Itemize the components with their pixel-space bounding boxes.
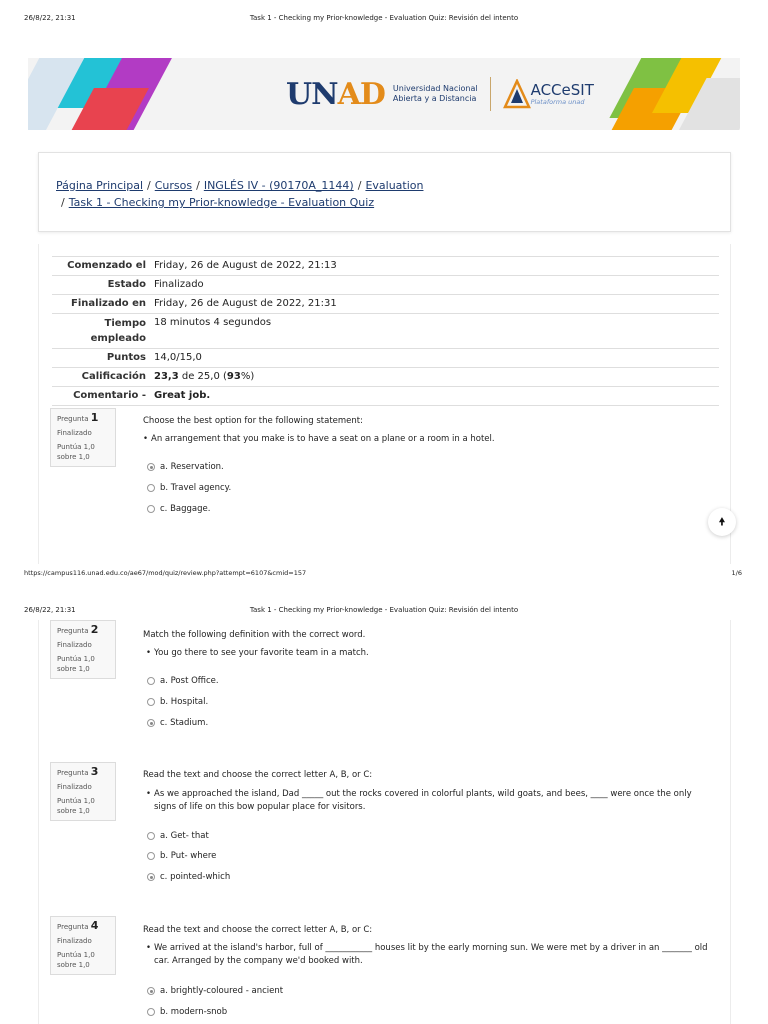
breadcrumb-card <box>38 152 731 232</box>
radio-icon[interactable] <box>147 698 155 706</box>
radio-icon[interactable] <box>147 484 155 492</box>
breadcrumb: Página Principal / Cursos / INGLÉS IV - (90170A_1144) / Evaluation <box>56 179 424 192</box>
arrow-up-icon: 🠝 <box>718 515 726 528</box>
radio-icon[interactable] <box>147 463 155 471</box>
question-3-prompt: Read the text and choose the correct letter A, B, or C: <box>143 770 373 780</box>
attempt-summary-table <box>52 256 719 406</box>
breadcrumb-line-2: / Task 1 - Checking my Prior-knowledge - Evaluation Quiz <box>61 196 375 209</box>
breadcrumb-quiz[interactable]: Task 1 - Checking my Prior-knowledge - Evaluation Quiz <box>68 196 375 209</box>
table-row: Comenzado el Friday, 26 de August de 2022, 21:13 <box>52 257 719 276</box>
radio-icon[interactable] <box>147 987 155 995</box>
question-2-statement: • You go there to see your favorite team in a match. <box>146 647 716 660</box>
breadcrumb-home[interactable]: Página Principal <box>56 179 144 192</box>
radio-icon[interactable] <box>147 677 155 685</box>
question-1-option-c[interactable]: c. Baggage. <box>147 504 210 514</box>
question-1-option-a[interactable]: a. Reservation. <box>147 462 224 472</box>
table-row: Comentario - Great job. <box>52 387 719 406</box>
question-info-4: Pregunta 4 Finalizado Puntúa 1,0 sobre 1,0 <box>50 916 116 975</box>
breadcrumb-evaluation[interactable]: Evaluation <box>365 179 424 192</box>
attempt-card <box>38 244 731 564</box>
question-4-prompt: Read the text and choose the correct letter A, B, or C: <box>143 925 373 935</box>
question-4-option-a[interactable]: a. brightly-coloured - ancient <box>147 986 283 996</box>
questions-card <box>38 620 731 1024</box>
question-2-option-b[interactable]: b. Hospital. <box>147 697 208 707</box>
table-row: Tiempo empleado 18 minutos 4 segundos <box>52 314 719 349</box>
print-url: https://campus116.unad.edu.co/ae67/mod/quiz/review.php?attempt=6107&cmid=157 <box>24 569 307 577</box>
question-1-option-b[interactable]: b. Travel agency. <box>147 483 231 493</box>
radio-icon[interactable] <box>147 873 155 881</box>
question-1-prompt: Choose the best option for the following statement: <box>143 416 363 426</box>
breadcrumb-course[interactable]: INGLÉS IV - (90170A_1144) <box>203 179 354 192</box>
table-row: Puntos 14,0/15,0 <box>52 349 719 368</box>
logo-u: U <box>286 76 312 112</box>
logo-text: Universidad Nacional Abierta y a Distancia <box>392 84 478 103</box>
unad-logo[interactable]: U N AD Universidad Nacional Abierta y a Distancia ACCeSIT Plataforma unad <box>286 76 594 112</box>
accesit-a-icon <box>503 79 531 109</box>
print-header-2: 26/8/22, 21:31 Task 1 - Checking my Prior-knowledge - Evaluation Quiz: Revisión del intento <box>24 606 519 614</box>
accesit-logo: ACCeSIT Plataforma unad <box>503 79 594 109</box>
question-2-option-a[interactable]: a. Post Office. <box>147 676 219 686</box>
table-row: Estado Finalizado <box>52 276 719 295</box>
question-4-option-b[interactable]: b. modern-snob <box>147 1007 227 1017</box>
question-info-3: Pregunta 3 Finalizado Puntúa 1,0 sobre 1,0 <box>50 762 116 821</box>
question-3-option-a[interactable]: a. Get- that <box>147 831 209 841</box>
table-row: Calificación 23,3 de 25,0 (93%) <box>52 368 719 387</box>
radio-icon[interactable] <box>147 852 155 860</box>
print-timestamp: 26/8/22, 21:31 <box>24 14 76 22</box>
question-3-option-c[interactable]: c. pointed-which <box>147 872 230 882</box>
site-banner <box>28 58 740 130</box>
print-title: Task 1 - Checking my Prior-knowledge - Evaluation Quiz: Revisión del intento <box>249 14 519 22</box>
question-info-2: Pregunta 2 Finalizado Puntúa 1,0 sobre 1,0 <box>50 620 116 679</box>
question-3-option-b[interactable]: b. Put- where <box>147 851 216 861</box>
radio-icon[interactable] <box>147 719 155 727</box>
radio-icon[interactable] <box>147 505 155 513</box>
question-1-statement: • An arrangement that you make is to have a seat on a plane or a room in a hotel. <box>143 433 713 446</box>
question-2-option-c[interactable]: c. Stadium. <box>147 718 208 728</box>
logo-divider <box>490 77 491 111</box>
print-header <box>0 14 768 28</box>
grade-value: 23,3 de 25,0 (93%) <box>150 368 719 387</box>
question-4-statement: • We arrived at the island's harbor, full of ___________ houses lit by the early morning sun. We were met by a driver in an _______ old car. Arranged by the company we'd booked with. <box>146 942 716 968</box>
back-to-top-button[interactable] <box>708 508 736 536</box>
radio-icon[interactable] <box>147 832 155 840</box>
breadcrumb-courses[interactable]: Cursos <box>154 179 193 192</box>
question-info-1: Pregunta 1 Finalizado Puntúa 1,0 sobre 1,0 <box>50 408 116 467</box>
table-row: Finalizado en Friday, 26 de August de 2022, 21:31 <box>52 295 719 314</box>
question-2-prompt: Match the following definition with the correct word. <box>143 630 366 640</box>
print-page-number: 1/6 <box>731 569 742 577</box>
question-3-statement: • As we approached the island, Dad _____ out the rocks covered in colorful plants, wild goats, and bees, ____ were once the only signs of life on this bow popular place for visitors. <box>146 788 716 814</box>
radio-icon[interactable] <box>147 1008 155 1016</box>
